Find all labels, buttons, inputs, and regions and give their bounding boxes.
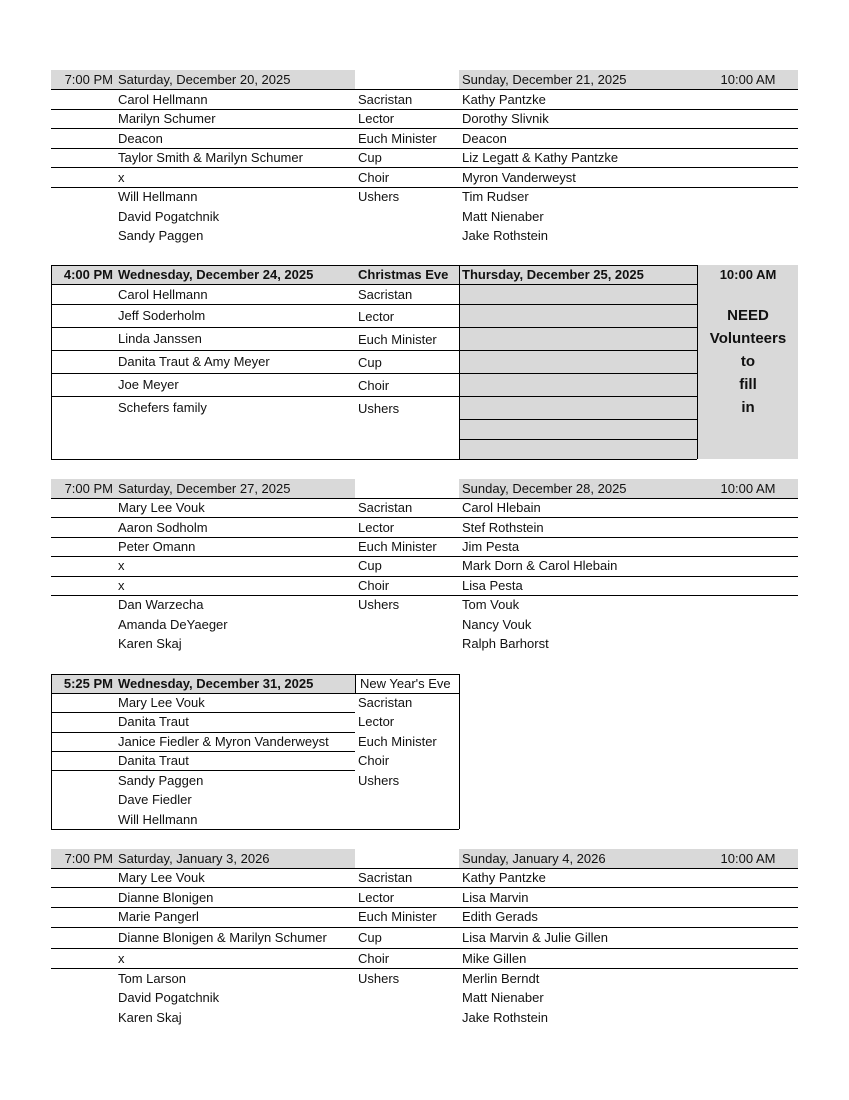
row-rule xyxy=(51,148,798,149)
role-label: Cup xyxy=(358,150,382,165)
sun-time: 10:00 AM xyxy=(720,481,776,496)
day-time: 10:00 AM xyxy=(719,267,777,282)
row-rule xyxy=(51,887,798,888)
sat-time: 7:00 PM xyxy=(64,481,113,496)
role-label: Ushers xyxy=(358,401,400,416)
sun-name: Mike Gillen xyxy=(462,951,527,966)
role-label: Euch Minister xyxy=(358,131,437,146)
role-label: Ushers xyxy=(358,597,400,612)
eve-time: 5:25 PM xyxy=(63,676,113,691)
sat-name: Karen Skaj xyxy=(118,636,182,651)
row-rule xyxy=(51,556,798,557)
eve-name: Sandy Paggen xyxy=(118,773,204,788)
sat-name: Carol Hellmann xyxy=(118,92,208,107)
role-label: Sacristan xyxy=(358,695,413,710)
sat-name: Taylor Smith & Marilyn Schumer xyxy=(118,150,303,165)
row-rule xyxy=(51,304,697,305)
sun-name: Tom Vouk xyxy=(462,597,520,612)
role-label: Lector xyxy=(358,890,395,905)
eve-name: Linda Janssen xyxy=(118,331,202,346)
role-label: Lector xyxy=(358,520,395,535)
sat-date: Saturday, December 27, 2025 xyxy=(118,481,291,496)
sun-name: Lisa Marvin xyxy=(462,890,529,905)
box-border xyxy=(51,265,52,459)
sat-name: Karen Skaj xyxy=(118,1010,182,1025)
sun-name: Myron Vanderweyst xyxy=(462,170,576,185)
row-rule xyxy=(51,373,697,374)
header-rule xyxy=(51,284,697,285)
sat-name: Sandy Paggen xyxy=(118,228,204,243)
role-label: Sacristan xyxy=(358,92,413,107)
sat-name: Aaron Sodholm xyxy=(118,520,208,535)
sat-time: 7:00 PM xyxy=(64,72,113,87)
sun-name: Stef Rothstein xyxy=(462,520,544,535)
sat-date: Saturday, December 20, 2025 xyxy=(118,72,291,87)
eve-name: Janice Fiedler & Myron Vanderweyst xyxy=(118,734,329,749)
sun-name: Kathy Pantzke xyxy=(462,870,546,885)
row-rule xyxy=(51,968,798,969)
sun-date: Sunday, December 21, 2025 xyxy=(462,72,627,87)
eve-name: Will Hellmann xyxy=(118,812,198,827)
role-label: Lector xyxy=(358,309,395,324)
sun-name: Kathy Pantzke xyxy=(462,92,546,107)
sun-name: Jim Pesta xyxy=(462,539,520,554)
row-rule xyxy=(459,419,697,420)
sun-name: Dorothy Slivnik xyxy=(462,111,549,126)
eve-name: Mary Lee Vouk xyxy=(118,695,205,710)
row-rule xyxy=(51,350,697,351)
volunteer-note: fill xyxy=(739,376,757,393)
sat-name: Mary Lee Vouk xyxy=(118,500,205,515)
role-label: Ushers xyxy=(358,773,400,788)
row-rule xyxy=(51,732,355,733)
role-label: Lector xyxy=(358,714,395,729)
eve-name: Danita Traut xyxy=(118,714,189,729)
eve-name: Joe Meyer xyxy=(118,377,179,392)
sun-name: Liz Legatt & Kathy Pantzke xyxy=(462,150,619,165)
box-border xyxy=(459,674,460,829)
sun-time: 10:00 AM xyxy=(720,851,776,866)
role-label: Cup xyxy=(358,558,382,573)
sat-name: David Pogatchnik xyxy=(118,990,220,1005)
sat-name: x xyxy=(118,951,125,966)
volunteer-note: Volunteers xyxy=(709,330,787,347)
sun-name: Merlin Berndt xyxy=(462,971,540,986)
box-border xyxy=(51,459,697,460)
sun-name: Jake Rothstein xyxy=(462,1010,548,1025)
role-label: Euch Minister xyxy=(358,734,437,749)
role-label: Sacristan xyxy=(358,500,413,515)
header-rule xyxy=(51,693,459,694)
row-rule xyxy=(51,576,798,577)
sat-date: Saturday, January 3, 2026 xyxy=(118,851,270,866)
row-rule xyxy=(51,187,798,188)
sat-name: x xyxy=(118,578,125,593)
volunteer-note: in xyxy=(741,399,755,416)
row-rule xyxy=(51,907,798,908)
sat-name: Will Hellmann xyxy=(118,189,198,204)
eve-name: Danita Traut & Amy Meyer xyxy=(118,354,270,369)
eve-name: Danita Traut xyxy=(118,753,189,768)
role-label: Cup xyxy=(358,930,382,945)
role-label: Choir xyxy=(358,753,390,768)
header-rule xyxy=(51,868,798,869)
sun-name: Jake Rothstein xyxy=(462,228,548,243)
sat-name: Mary Lee Vouk xyxy=(118,870,205,885)
sat-name: Amanda DeYaeger xyxy=(118,617,228,632)
day-date: Thursday, December 25, 2025 xyxy=(462,267,644,282)
row-rule xyxy=(51,109,798,110)
eve-name: Schefers family xyxy=(118,400,207,415)
role-label: Sacristan xyxy=(358,287,413,302)
sun-name: Lisa Pesta xyxy=(462,578,523,593)
sat-name: Dan Warzecha xyxy=(118,597,204,612)
role-label: Cup xyxy=(358,355,382,370)
sun-date: Sunday, December 28, 2025 xyxy=(462,481,627,496)
row-rule xyxy=(459,439,697,440)
role-label: Choir xyxy=(358,578,390,593)
sat-name: Dianne Blonigen xyxy=(118,890,214,905)
row-rule xyxy=(51,595,798,596)
box-border xyxy=(51,674,459,675)
volunteer-note: to xyxy=(740,353,756,370)
role-label: Lector xyxy=(358,111,395,126)
row-rule xyxy=(51,770,355,771)
sat-name: Deacon xyxy=(118,131,163,146)
volunteer-note: NEED xyxy=(727,307,769,324)
sun-name: Mark Dorn & Carol Hlebain xyxy=(462,558,618,573)
sat-name: Peter Omann xyxy=(118,539,196,554)
sat-name: Tom Larson xyxy=(118,971,186,986)
sat-name: x xyxy=(118,558,125,573)
row-rule xyxy=(51,167,798,168)
role-label: Euch Minister xyxy=(358,332,437,347)
sat-name: David Pogatchnik xyxy=(118,209,220,224)
row-rule xyxy=(51,396,697,397)
eve-time: 4:00 PM xyxy=(63,267,113,282)
eve-date: Wednesday, December 31, 2025 xyxy=(118,676,314,691)
role-label: Ushers xyxy=(358,971,400,986)
role-label: Choir xyxy=(358,378,390,393)
sun-name: Carol Hlebain xyxy=(462,500,541,515)
role-label: Ushers xyxy=(358,189,400,204)
row-rule xyxy=(51,712,355,713)
sat-name: x xyxy=(118,170,125,185)
role-label: Choir xyxy=(358,170,390,185)
role-label: Choir xyxy=(358,951,390,966)
sun-name: Matt Nienaber xyxy=(462,990,544,1005)
sun-date: Sunday, January 4, 2026 xyxy=(462,851,606,866)
sun-name: Lisa Marvin & Julie Gillen xyxy=(462,930,608,945)
sun-name: Deacon xyxy=(462,131,507,146)
eve-name: Jeff Soderholm xyxy=(118,308,206,323)
box-border xyxy=(51,265,697,266)
role-label: Sacristan xyxy=(358,870,413,885)
header-rule xyxy=(51,89,798,90)
sun-name: Ralph Barhorst xyxy=(462,636,549,651)
sat-name: Marilyn Schumer xyxy=(118,111,216,126)
sat-name: Dianne Blonigen & Marilyn Schumer xyxy=(118,930,327,945)
role-label: Euch Minister xyxy=(358,909,437,924)
sun-name: Matt Nienaber xyxy=(462,209,544,224)
eve-name: Dave Fiedler xyxy=(118,792,192,807)
sun-name: Edith Gerads xyxy=(462,909,538,924)
sun-name: Nancy Vouk xyxy=(462,617,532,632)
sun-name: Tim Rudser xyxy=(462,189,529,204)
box-border xyxy=(459,265,460,459)
box-border xyxy=(355,674,356,693)
row-rule xyxy=(51,327,697,328)
role-label: Euch Minister xyxy=(358,539,437,554)
row-rule xyxy=(51,751,355,752)
row-rule xyxy=(51,948,798,949)
sat-name: Marie Pangerl xyxy=(118,909,199,924)
box-border xyxy=(51,829,459,830)
eve-label: Christmas Eve xyxy=(358,267,449,282)
row-rule xyxy=(51,927,798,928)
header-rule xyxy=(51,498,798,499)
sun-time: 10:00 AM xyxy=(720,72,776,87)
eve-date: Wednesday, December 24, 2025 xyxy=(118,267,314,282)
row-rule xyxy=(51,517,798,518)
eve-name: Carol Hellmann xyxy=(118,287,208,302)
row-rule xyxy=(51,537,798,538)
row-rule xyxy=(51,128,798,129)
sat-time: 7:00 PM xyxy=(64,851,113,866)
eve-label: New Year's Eve xyxy=(360,676,451,691)
